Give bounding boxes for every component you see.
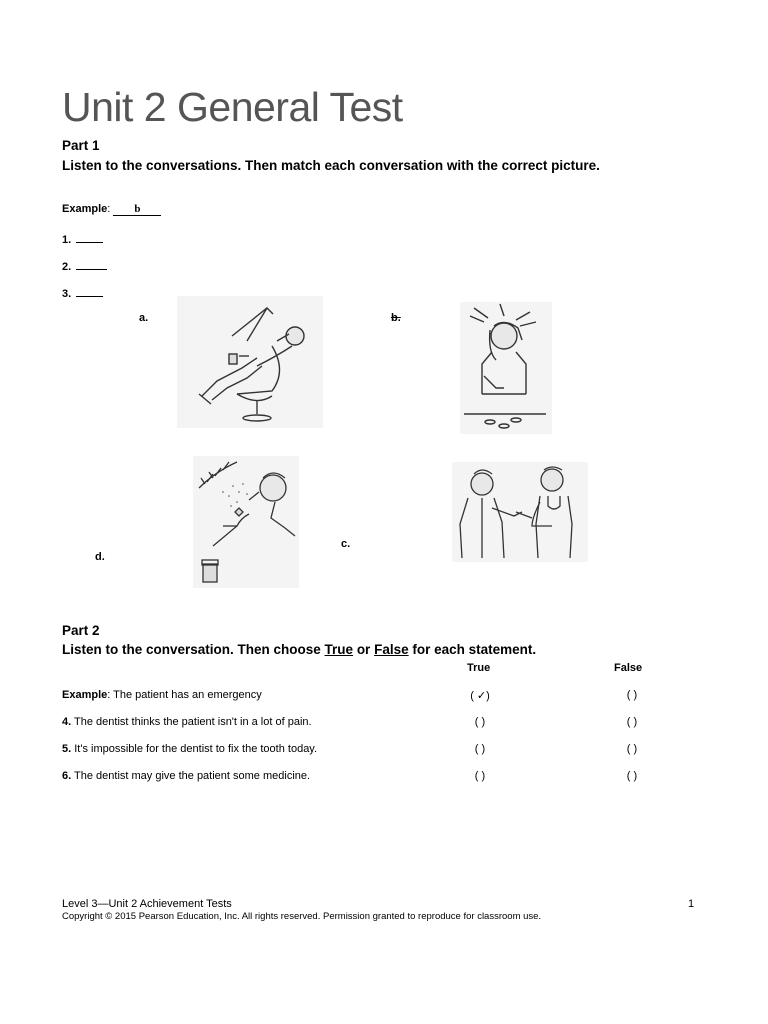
true-choice[interactable]: ( ) <box>474 770 486 782</box>
statement-text: The dentist thinks the patient isn't in a lot of pain. <box>74 716 312 728</box>
instruction-text-end: for each statement. <box>408 642 537 657</box>
match-item-2 <box>62 257 107 275</box>
false-choice[interactable]: ( ) <box>626 770 638 782</box>
instruction-or: or <box>353 642 375 657</box>
footer-copyright: Copyright © 2015 Pearson Education, Inc. All rights reserved. Permission granted to reproduce for classroom use. <box>62 911 542 922</box>
picture-label-a: a. <box>139 312 149 324</box>
picture-label-d: d. <box>95 551 105 563</box>
instruction-true-word: True <box>324 642 354 657</box>
instruction-text: Listen to the conversation. Then choose <box>62 642 325 657</box>
statement-text: It's impossible for the dentist to fix the tooth today. <box>74 743 318 755</box>
column-header-false: False <box>614 662 643 674</box>
false-choice[interactable]: ( ) <box>626 689 638 701</box>
statement-number: 6. <box>62 770 72 782</box>
statement-row <box>62 743 317 755</box>
allergy-illustration <box>193 456 299 588</box>
match-item-number: 1. <box>62 234 72 246</box>
answer-blank[interactable] <box>76 285 103 297</box>
column-header-true: True <box>467 662 491 674</box>
statement-row <box>62 770 310 782</box>
statement-sep: : <box>107 689 114 701</box>
answer-blank[interactable] <box>76 258 107 270</box>
part2-heading: Part 2 <box>62 623 100 638</box>
picture-label-b: b. <box>391 312 401 324</box>
statement-number: Example <box>62 689 108 701</box>
part1-heading: Part 1 <box>62 138 100 153</box>
true-choice[interactable]: ( ) <box>474 743 486 755</box>
part1-instruction: Listen to the conversations. Then match each conversation with the correct picture. <box>62 158 600 173</box>
example-label: Example <box>62 203 108 215</box>
footer-title: Level 3—Unit 2 Achievement Tests <box>62 898 232 910</box>
false-choice[interactable]: ( ) <box>626 716 638 728</box>
statement-row <box>62 716 312 728</box>
page-number: 1 <box>688 898 695 910</box>
injection-illustration <box>452 462 588 562</box>
statement-row <box>62 689 262 701</box>
true-choice[interactable]: ( ) <box>474 716 486 728</box>
true-choice[interactable]: ( ✓) <box>470 690 490 702</box>
match-item-number: 2. <box>62 261 72 273</box>
answer-blank[interactable] <box>76 231 103 243</box>
part2-instruction <box>62 642 536 657</box>
statement-number: 5. <box>62 743 72 755</box>
match-item-1 <box>62 230 103 248</box>
instruction-false-word: False <box>374 642 409 657</box>
statement-text: The patient has an emergency <box>113 689 262 701</box>
example-row: Example: b <box>62 203 161 216</box>
dental-chair-illustration <box>177 296 323 428</box>
picture-label-c: c. <box>341 538 351 550</box>
statement-number: 4. <box>62 716 72 728</box>
match-item-3 <box>62 284 103 302</box>
headache-illustration <box>460 302 552 434</box>
match-item-number: 3. <box>62 288 72 300</box>
example-answer: b <box>113 203 161 216</box>
false-choice[interactable]: ( ) <box>626 743 638 755</box>
statement-text: The dentist may give the patient some medicine. <box>74 770 311 782</box>
page-title: Unit 2 General Test <box>62 84 403 130</box>
